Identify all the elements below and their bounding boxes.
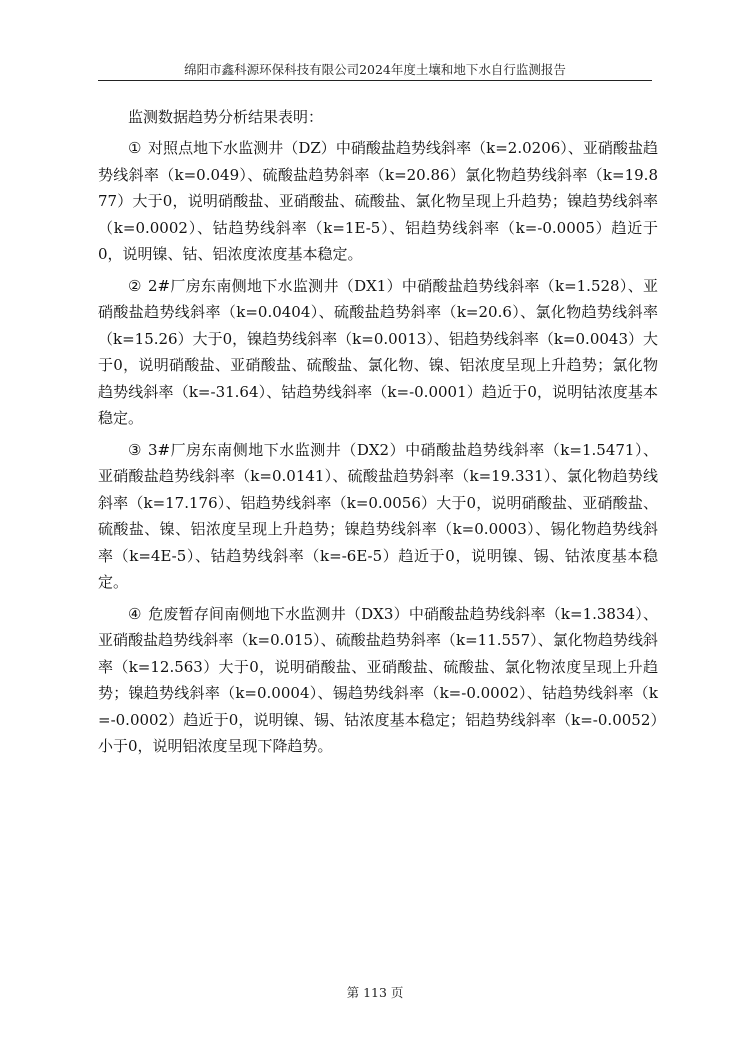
circled-number-4: ④ — [128, 604, 142, 623]
analysis-paragraph-dz — [98, 135, 658, 268]
header-divider — [98, 80, 652, 81]
report-body — [98, 104, 658, 760]
circled-number-1: ① — [128, 139, 142, 157]
circled-number-3: ③ — [128, 440, 142, 459]
paragraph-text: 危废暂存间南侧地下水监测井（DX3）中硝酸盐趋势线斜率（k=1.3834）、亚硝酸盐趋势线斜率（k=0.015）、硫酸盐趋势斜率（k=11.557）、氯化物趋势线斜率（k=12.563）大于0，说明硝酸盐、亚硝酸盐、硫酸盐、氯化物浓度呈现上升趋势；镍趋势线斜率（k=0.0004）、锡趋势线斜率（k=-0.0002）、钴趋势线斜率（k=-0.0002）趋近于0，说明镍、锡、钴浓度基本稳定；铝趋势线斜率（k=-0.0052）小于0，说明铝浓度呈现下降趋势。 — [98, 604, 658, 755]
intro-text: 监测数据趋势分析结果表明： — [128, 108, 324, 126]
analysis-paragraph-dx3 — [98, 601, 658, 760]
page-number: 第 113 页 — [346, 985, 404, 1000]
analysis-paragraph-dx1 — [98, 273, 658, 432]
analysis-paragraph-dx2 — [98, 437, 658, 596]
page-header: 绵阳市鑫科源环保科技有限公司2024年度土壤和地下水自行监测报告 — [184, 62, 566, 77]
circled-number-2: ② — [128, 276, 142, 295]
paragraph-text: 2#厂房东南侧地下水监测井（DX1）中硝酸盐趋势线斜率（k=1.528）、亚硝酸盐趋势线斜率（k=0.0404）、硫酸盐趋势斜率（k=20.6）、氯化物趋势线斜率（k=15.26）大于0，镍趋势线斜率（k=0.0013）、铝趋势线斜率（k=0.0043）大于0，说明硝酸盐、亚硝酸盐、硫酸盐、氯化物、镍、铝浓度呈现上升趋势；氯化物趋势线斜率（k=-31.64）、钴趋势线斜率（k=-0.0001）趋近于0，说明钴浓度基本稳定。 — [98, 276, 658, 427]
paragraph-text: 3#厂房东南侧地下水监测井（DX2）中硝酸盐趋势线斜率（k=1.5471）、亚硝酸盐趋势线斜率（k=0.0141）、硫酸盐趋势斜率（k=19.331）、氯化物趋势线斜率（k=17.176）、铝趋势线斜率（k=0.0056）大于0，说明硝酸盐、亚硝酸盐、硫酸盐、镍、铝浓度呈现上升趋势；镍趋势线斜率（k=0.0003）、锡化物趋势线斜率（k=4E-5）、钴趋势线斜率（k=-6E-5）趋近于0，说明镍、锡、钴浓度基本稳定。 — [98, 440, 658, 591]
paragraph-text: 对照点地下水监测井（DZ）中硝酸盐趋势线斜率（k=2.0206）、亚硝酸盐趋势线斜率（k=0.049）、硫酸盐趋势斜率（k=20.86）氯化物趋势线斜率（k=19.877）大于0，说明硝酸盐、亚硝酸盐、硫酸盐、氯化物呈现上升趋势；镍趋势线斜率（k=0.0002）、钴趋势线斜率（k=1E-5）、铝趋势线斜率（k=-0.0005）趋近于0，说明镍、钴、铝浓度浓度基本稳定。 — [98, 139, 658, 263]
